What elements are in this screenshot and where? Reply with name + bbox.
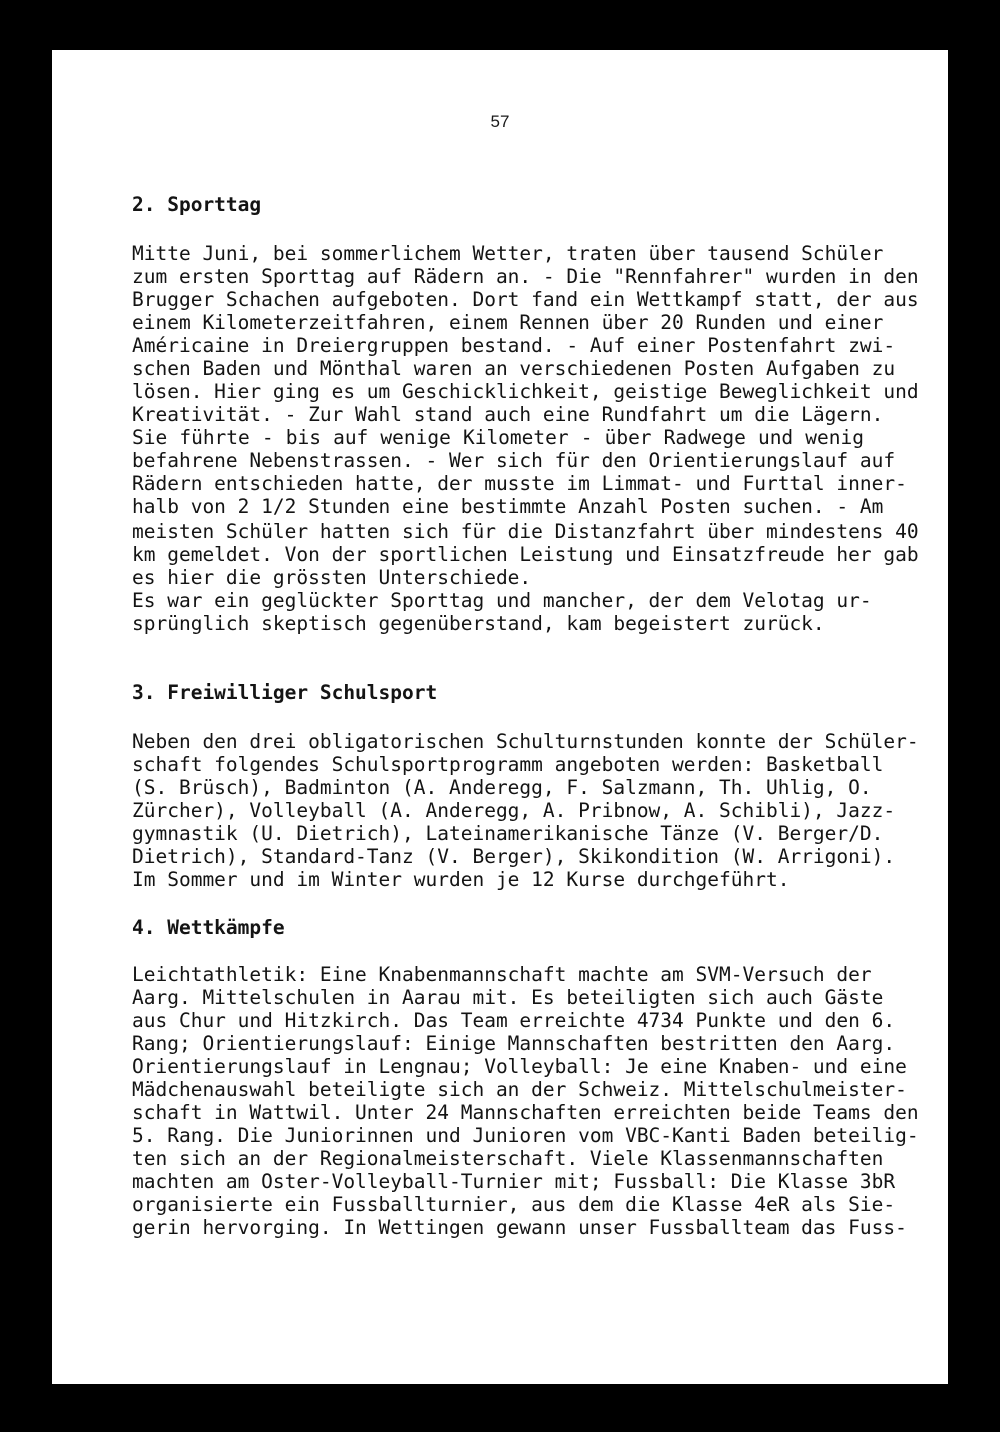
text-line: lösen. Hier ging es um Geschicklichkeit, geistige Beweglichkeit und [132, 380, 919, 403]
text-line: halb von 2 1/2 Stunden eine bestimmte Anzahl Posten suchen. - Am [132, 495, 884, 518]
text-line: Rang; Orientierungslauf: Einige Mannschaften bestritten den Aarg. [132, 1032, 896, 1055]
text-line: schaft in Wattwil. Unter 24 Mannschaften erreichten beide Teams den [132, 1101, 919, 1124]
text-line: schen Baden und Mönthal waren an verschiedenen Posten Aufgaben zu [132, 357, 896, 380]
text-line: sprünglich skeptisch gegenüberstand, kam begeistert zurück. [132, 612, 825, 635]
text-line: Brugger Schachen aufgeboten. Dort fand ein Wettkampf statt, der aus [132, 288, 919, 311]
section-heading-wettkaempfe: 4. Wettkämpfe [132, 916, 285, 939]
section-heading-sporttag: 2. Sporttag [132, 193, 262, 216]
text-line: organisierte ein Fussballturnier, aus dem die Klasse 4eR als Sie- [132, 1193, 896, 1216]
text-line: zum ersten Sporttag auf Rädern an. - Die "Rennfahrer" wurden in den [132, 265, 919, 288]
section-heading-freiwilliger-schulsport: 3. Freiwilliger Schulsport [132, 681, 438, 704]
text-line: Neben den drei obligatorischen Schulturnstunden konnte der Schüler- [132, 730, 919, 753]
text-line: befahrene Nebenstrassen. - Wer sich für den Orientierungslauf auf [132, 449, 896, 472]
text-line: schaft folgendes Schulsportprogramm angeboten werden: Basketball [132, 753, 884, 776]
text-line: es hier die grössten Unterschiede. [132, 566, 532, 589]
text-line: (S. Brüsch), Badminton (A. Anderegg, F. Salzmann, Th. Uhlig, O. [132, 776, 872, 799]
text-line: gerin hervorging. In Wettingen gewann unser Fussballteam das Fuss- [132, 1216, 907, 1239]
text-line: Leichtathletik: Eine Knabenmannschaft machte am SVM-Versuch der [132, 963, 872, 986]
page-number: 57 [490, 112, 510, 131]
text-line: Zürcher), Volleyball (A. Anderegg, A. Pribnow, A. Schibli), Jazz- [132, 799, 896, 822]
document-page [52, 50, 948, 1384]
text-line: Rädern entschieden hatte, der musste im Limmat- und Furttal inner- [132, 472, 907, 495]
text-line: Orientierungslauf in Lengnau; Volleyball: Je eine Knaben- und eine [132, 1055, 907, 1078]
text-line: Im Sommer und im Winter wurden je 12 Kurse durchgeführt. [132, 868, 790, 891]
text-line: Es war ein geglückter Sporttag und mancher, der dem Velotag ur- [132, 589, 872, 612]
text-line: machten am Oster-Volleyball-Turnier mit; Fussball: Die Klasse 3bR [132, 1170, 896, 1193]
text-line: Dietrich), Standard-Tanz (V. Berger), Skikondition (W. Arrigoni). [132, 845, 896, 868]
text-line: 5. Rang. Die Juniorinnen und Junioren vom VBC-Kanti Baden beteilig- [132, 1124, 919, 1147]
text-line: Aarg. Mittelschulen in Aarau mit. Es beteiligten sich auch Gäste [132, 986, 884, 1009]
text-line: aus Chur und Hitzkirch. Das Team erreichte 4734 Punkte und den 6. [132, 1009, 896, 1032]
text-line: meisten Schüler hatten sich für die Distanzfahrt über mindestens 40 [132, 520, 919, 543]
text-line: Américaine in Dreiergruppen bestand. - Auf einer Postenfahrt zwi- [132, 334, 896, 357]
text-line: Sie führte - bis auf wenige Kilometer - über Radwege und wenig [132, 426, 864, 449]
text-line: Mädchenauswahl beteiligte sich an der Schweiz. Mittelschulmeister- [132, 1078, 907, 1101]
text-line: Mitte Juni, bei sommerlichem Wetter, traten über tausend Schüler [132, 242, 884, 265]
text-line: ten sich an der Regionalmeisterschaft. Viele Klassenmannschaften [132, 1147, 884, 1170]
text-line: einem Kilometerzeitfahren, einem Rennen über 20 Runden und einer [132, 311, 884, 334]
text-line: gymnastik (U. Dietrich), Lateinamerikanische Tänze (V. Berger/D. [132, 822, 884, 845]
text-line: km gemeldet. Von der sportlichen Leistung und Einsatzfreude her gab [132, 543, 919, 566]
text-line: Kreativität. - Zur Wahl stand auch eine Rundfahrt um die Lägern. [132, 403, 884, 426]
